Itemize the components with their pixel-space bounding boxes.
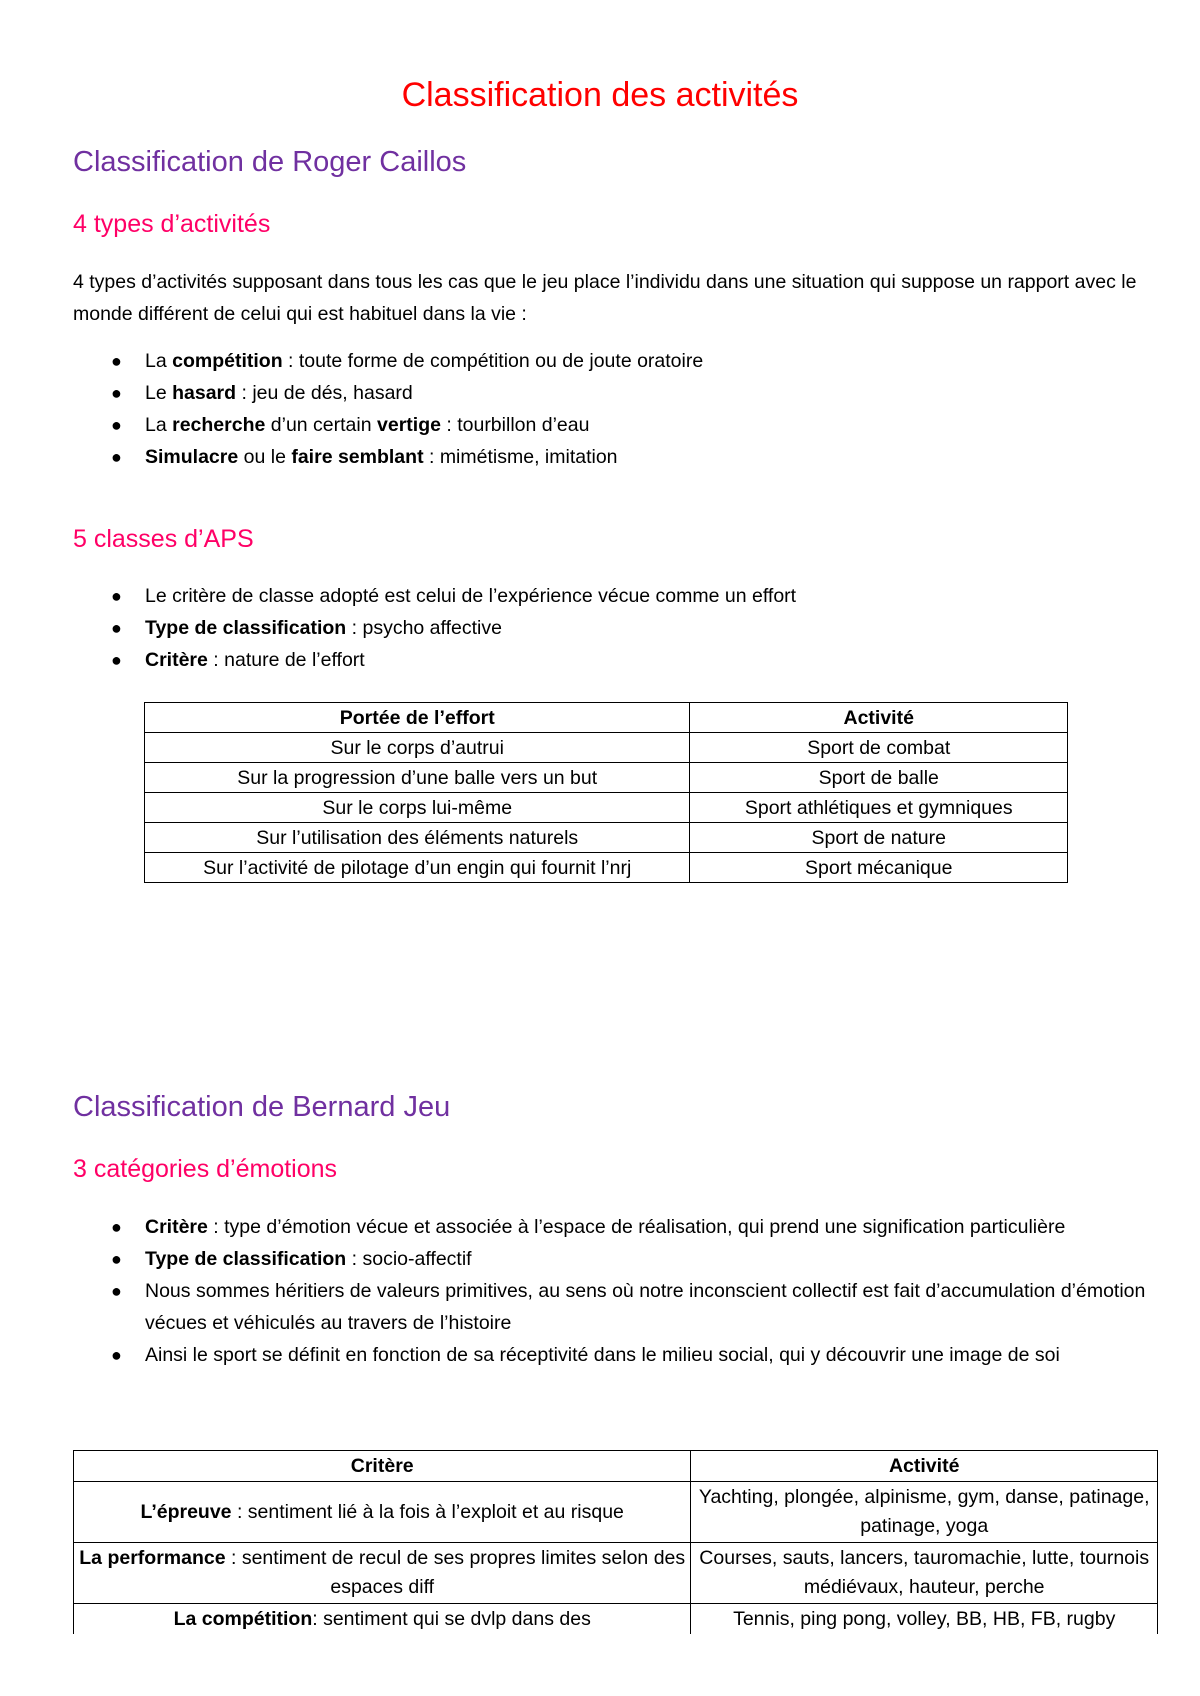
bullet-icon: ● (111, 586, 122, 606)
table-cell: La compétition: sentiment qui se dvlp dans des (74, 1604, 691, 1635)
bullet-icon: ● (111, 351, 122, 371)
table-header-cell: Activité (690, 703, 1068, 733)
list-item: ● Critère : nature de l’effort (73, 644, 1153, 676)
document-title: Classification des activités (401, 76, 799, 114)
table-cell: Sport mécanique (690, 853, 1068, 883)
aps-bullet-list (73, 580, 1153, 676)
types-bullet-list (73, 345, 1153, 473)
list-item: ● La compétition : toute forme de compétition ou de joute oratoire (73, 345, 1153, 377)
section-heading-jeu: Classification de Bernard Jeu (73, 1091, 451, 1123)
intro-paragraph: 4 types d’activités supposant dans tous les cas que le jeu place l’individu dans une situation qui suppose un rapport avec le monde différent de celui qui est habituel dans la vie : (73, 271, 1137, 325)
bullet-icon: ● (111, 447, 122, 467)
section-heading-caillos: Classification de Roger Caillos (73, 146, 467, 178)
bullet-icon: ● (111, 1345, 122, 1365)
subheading-4-types: 4 types d’activités (73, 210, 271, 238)
table-cell: Sur le corps d’autrui (145, 733, 690, 763)
subheading-5-classes: 5 classes d’APS (73, 525, 254, 553)
table-cell: Sport athlétiques et gymniques (690, 793, 1068, 823)
table-row (74, 1543, 1158, 1604)
list-item: ● Le hasard : jeu de dés, hasard (73, 377, 1153, 409)
table-header-cell: Activité (691, 1451, 1158, 1482)
table-cell: Yachting, plongée, alpinisme, gym, danse, patinage, patinage, yoga (691, 1482, 1158, 1543)
table-cell: L’épreuve : sentiment lié à la fois à l’exploit et au risque (74, 1482, 691, 1543)
list-item: ● Type de classification : socio-affectif (73, 1243, 1153, 1275)
table-cell: Courses, sauts, lancers, tauromachie, lutte, tournois médiévaux, hauteur, perche (691, 1543, 1158, 1604)
table-header-row (74, 1451, 1158, 1482)
table-row (145, 763, 1068, 793)
table-cell: Sur l’utilisation des éléments naturels (145, 823, 690, 853)
list-item: ● Critère : type d’émotion vécue et associée à l’espace de réalisation, qui prend une signification particulière (73, 1211, 1153, 1243)
aps-table (144, 702, 1068, 883)
bullet-icon: ● (111, 1249, 122, 1269)
emotions-bullet-list (73, 1211, 1153, 1371)
table-cell: Tennis, ping pong, volley, BB, HB, FB, rugby (691, 1604, 1158, 1635)
subheading-3-categories: 3 catégories d’émotions (73, 1155, 338, 1183)
bullet-icon: ● (111, 650, 122, 670)
bullet-icon: ● (111, 383, 122, 403)
table-cell: Sport de nature (690, 823, 1068, 853)
table-row (145, 823, 1068, 853)
table-row (145, 733, 1068, 763)
list-item: ● Ainsi le sport se définit en fonction de sa réceptivité dans le milieu social, qui y découvrir une image de soi (73, 1339, 1153, 1371)
list-item: ● Nous sommes héritiers de valeurs primitives, au sens où notre inconscient collectif est fait d’accumulation d’émotion vécues et véhiculés au travers de l’histoire (73, 1275, 1153, 1339)
table-cell: Sport de combat (690, 733, 1068, 763)
bullet-icon: ● (111, 1281, 122, 1301)
list-item: ● La recherche d’un certain vertige : tourbillon d’eau (73, 409, 1153, 441)
table-cell: Sport de balle (690, 763, 1068, 793)
table-row (74, 1604, 1158, 1635)
table-cell: Sur la progression d’une balle vers un but (145, 763, 690, 793)
table-header-cell: Portée de l’effort (145, 703, 690, 733)
table-cell: Sur le corps lui-même (145, 793, 690, 823)
table-row (145, 853, 1068, 883)
table-row (74, 1482, 1158, 1543)
bullet-icon: ● (111, 618, 122, 638)
table-row (145, 793, 1068, 823)
bullet-icon: ● (111, 1217, 122, 1237)
bullet-icon: ● (111, 415, 122, 435)
list-item: ● Type de classification : psycho affective (73, 612, 1153, 644)
table-cell: Sur l’activité de pilotage d’un engin qui fournit l’nrj (145, 853, 690, 883)
table-header-row (145, 703, 1068, 733)
table-cell: La performance : sentiment de recul de ses propres limites selon des espaces diff (74, 1543, 691, 1604)
list-item: ● Le critère de classe adopté est celui de l’expérience vécue comme un effort (73, 580, 1153, 612)
emotions-table (73, 1450, 1158, 1634)
table-header-cell: Critère (74, 1451, 691, 1482)
list-item: ● Simulacre ou le faire semblant : mimétisme, imitation (73, 441, 1153, 473)
